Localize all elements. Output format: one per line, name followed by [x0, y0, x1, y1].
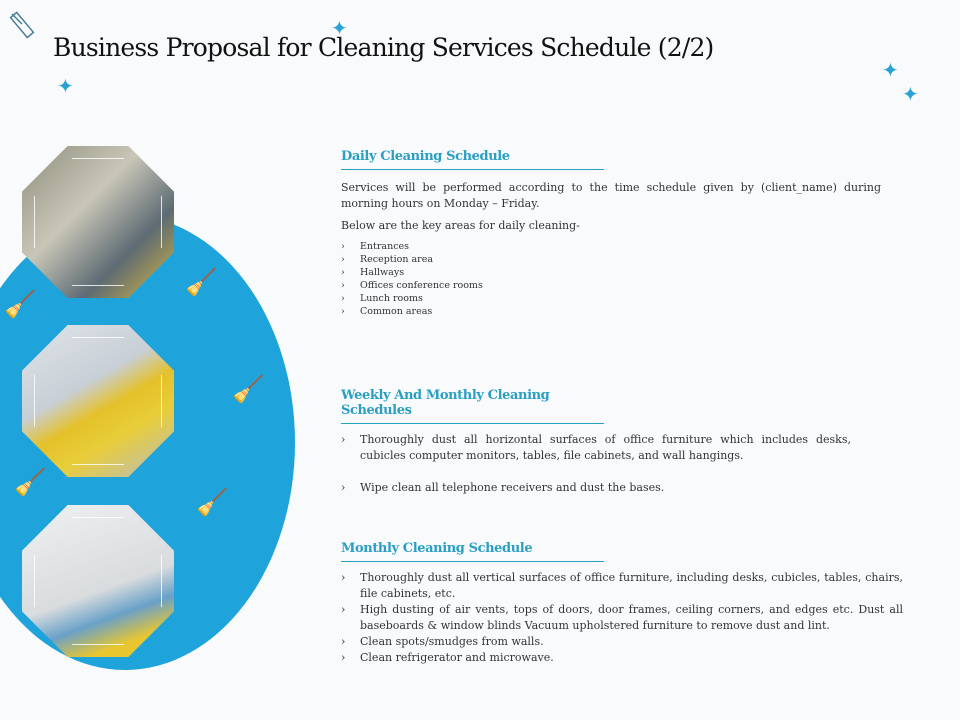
paragraph: Below are the key areas for daily cleaning-	[341, 219, 580, 232]
list	[341, 432, 851, 496]
list-item: › Wipe clean all telephone receivers and dust the bases.	[341, 481, 665, 494]
squeegee-icon	[8, 8, 48, 48]
list-item: › Entrances	[341, 241, 410, 252]
broom-icon: 🧹	[185, 268, 218, 298]
list-item: › Thoroughly dust all horizontal surfaces of office furniture which includes desks, cubicles computer monitors, tables, file cabinets, and wall hangings.	[341, 433, 851, 462]
broom-icon: 🧹	[14, 468, 47, 498]
sparkle-icon: ✦	[57, 74, 74, 98]
list-item: › High dusting of air vents, tops of doors, door frames, ceiling corners, and edges etc. Dust all baseboards & window blinds Vacuum upholstered furniture to remove dust and lint.	[341, 603, 903, 632]
broom-icon: 🧹	[196, 488, 229, 518]
section-heading: Weekly And Monthly Cleaning Schedules	[341, 388, 604, 424]
broom-icon: 🧹	[4, 290, 37, 320]
list-item: › Thoroughly dust all vertical surfaces of office furniture, including desks, cubicles, tables, chairs, file cabinets, etc.	[341, 571, 903, 600]
list	[341, 240, 903, 318]
weekly-section	[341, 388, 903, 496]
list-item: › Offices conference rooms	[341, 280, 483, 291]
paragraph: Services will be performed according to the time schedule given by (client_name) during morning hours on Monday – Friday.	[341, 181, 881, 210]
sparkle-icon: ✦	[902, 82, 919, 106]
list-item: › Hallways	[341, 267, 405, 278]
daily-section	[341, 149, 903, 318]
section-heading: Monthly Cleaning Schedule	[341, 541, 604, 562]
page-title: Business Proposal for Cleaning Services Schedule (2/2)	[53, 33, 714, 62]
list-item: › Clean spots/smudges from walls.	[341, 635, 544, 648]
list-item: › Lunch rooms	[341, 293, 423, 304]
section-heading: Daily Cleaning Schedule	[341, 149, 604, 170]
list	[341, 570, 903, 666]
sparkle-icon: ✦	[331, 16, 348, 40]
list-item: › Common areas	[341, 306, 433, 317]
list-item: › Reception area	[341, 254, 434, 265]
broom-icon: 🧹	[232, 375, 265, 405]
sparkle-icon: ✦	[882, 58, 899, 82]
list-item: › Clean refrigerator and microwave.	[341, 651, 554, 664]
monthly-section	[341, 541, 903, 666]
